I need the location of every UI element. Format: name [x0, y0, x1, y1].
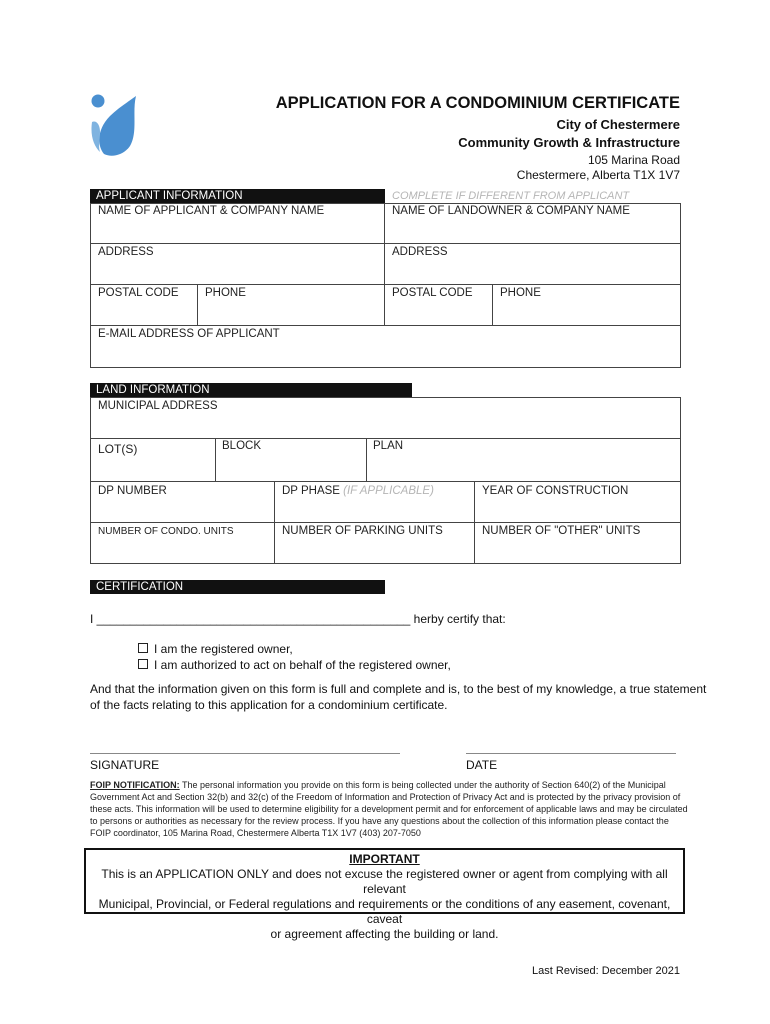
- option-authorized-agent-label: I am authorized to act on behalf of the registered owner,: [154, 658, 451, 672]
- form-title: APPLICATION FOR A CONDOMINIUM CERTIFICATE: [275, 94, 680, 112]
- statement-line-2: of the facts relating to this application for a condominium certificate.: [90, 698, 448, 712]
- date-line[interactable]: [466, 753, 676, 754]
- dp-phase-note: (IF APPLICABLE): [343, 485, 434, 497]
- condo-units-label: NUMBER OF CONDO. UNITS: [98, 526, 234, 537]
- certify-line: I _______________________________________________ herby certify that:: [90, 612, 506, 626]
- signature-line[interactable]: [90, 753, 400, 754]
- option-registered-owner-label: I am the registered owner,: [154, 642, 293, 656]
- street-address: 105 Marina Road: [587, 153, 680, 167]
- foip-notice: [90, 779, 690, 839]
- applicant-email-label: E-MAIL ADDRESS OF APPLICANT: [98, 328, 280, 340]
- dp-phase-label-wrap: [282, 485, 434, 497]
- important-line-2: Municipal, Provincial, or Federal regulations and requirements or the conditions of any easement, covenant, caveat: [98, 897, 671, 926]
- important-heading: IMPORTANT: [349, 852, 420, 866]
- other-units-label: NUMBER OF "OTHER" UNITS: [482, 525, 641, 537]
- applicant-address-label: ADDRESS: [98, 246, 154, 258]
- checkbox-icon[interactable]: [138, 643, 148, 653]
- landowner-postal-label: POSTAL CODE: [392, 287, 473, 299]
- dp-number-label: DP NUMBER: [98, 485, 167, 497]
- lot-label: LOT(S): [98, 442, 138, 456]
- applicant-postal-label: POSTAL CODE: [98, 287, 179, 299]
- foip-line-4: to persons or authorities as necessary for the review process. If you have any questions about the collection of this information please contact the: [90, 816, 669, 826]
- important-line-3: or agreement affecting the building or land.: [270, 927, 499, 941]
- option-authorized-agent[interactable]: [138, 658, 451, 672]
- landowner-address-label: ADDRESS: [392, 246, 448, 258]
- foip-line-3: these acts. This information will be used to determine eligibility for a development permit and for enforcement of applicable laws and may be circulated: [90, 804, 688, 814]
- option-registered-owner[interactable]: [138, 642, 293, 656]
- alt-note: COMPLETE IF DIFFERENT FROM APPLICANT: [392, 190, 630, 202]
- department-name: Community Growth & Infrastructure: [458, 135, 680, 150]
- foip-heading: FOIP NOTIFICATION:: [90, 780, 180, 790]
- applicant-phone-label: PHONE: [205, 287, 246, 299]
- foip-line-5: FOIP coordinator, 105 Marina Road, Chestermere Alberta T1X 1V7 (403) 207-7050: [90, 828, 421, 838]
- city-address: Chestermere, Alberta T1X 1V7: [516, 168, 680, 182]
- important-text: [84, 852, 685, 942]
- parking-units-label: NUMBER OF PARKING UNITS: [282, 525, 443, 537]
- org-name: City of Chestermere: [556, 117, 680, 132]
- dp-phase-label: DP PHASE: [282, 485, 340, 497]
- year-construction-label: YEAR OF CONSTRUCTION: [482, 485, 629, 497]
- checkbox-icon[interactable]: [138, 659, 148, 669]
- block-label: BLOCK: [222, 440, 261, 452]
- landowner-name-label: NAME OF LANDOWNER & COMPANY NAME: [392, 205, 630, 217]
- last-revised: Last Revised: December 2021: [532, 965, 680, 977]
- statement-line-1: And that the information given on this form is full and complete and is, to the best of my knowledge, a true statement: [90, 682, 707, 696]
- municipal-address-label: MUNICIPAL ADDRESS: [98, 400, 218, 412]
- landowner-phone-label: PHONE: [500, 287, 541, 299]
- land-section-header: LAND INFORMATION: [90, 383, 412, 397]
- applicant-name-label: NAME OF APPLICANT & COMPANY NAME: [98, 205, 325, 217]
- plan-label: PLAN: [373, 440, 404, 452]
- date-label: DATE: [466, 758, 498, 772]
- plan-field[interactable]: [366, 438, 681, 482]
- certification-section-header: CERTIFICATION: [90, 580, 385, 594]
- important-line-1: This is an APPLICATION ONLY and does not excuse the registered owner or agent from complying with all relevant: [101, 867, 668, 896]
- city-logo: [88, 92, 140, 158]
- foip-line-1: The personal information you provide on this form is being collected under the authority of Section 640(2) of the Municipal: [179, 780, 666, 790]
- applicant-section-header: APPLICANT INFORMATION: [90, 189, 385, 203]
- signature-label: SIGNATURE: [90, 758, 160, 772]
- foip-line-2: Government Act and Section 32(b) and 32(c) of the Freedom of Information and Protection of Privacy Act and is protected by the privacy provision of: [90, 792, 681, 802]
